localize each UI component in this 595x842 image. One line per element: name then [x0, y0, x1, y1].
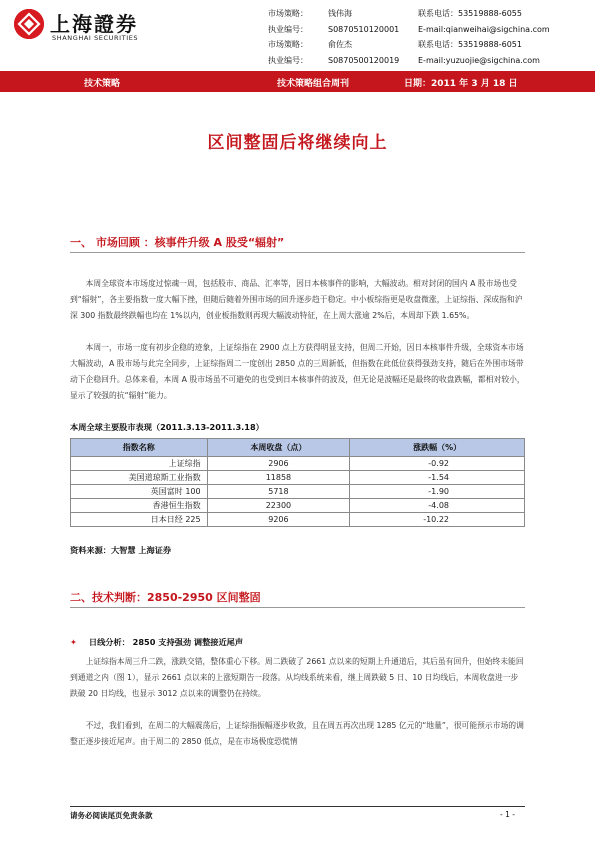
contact-info: 联系电话：53519888-6055 [418, 9, 522, 18]
index-close: 9206 [207, 513, 350, 527]
company-logo-icon [14, 9, 44, 39]
table-row [71, 513, 525, 527]
table-row [71, 457, 525, 471]
index-name: 上证综指 [71, 457, 208, 471]
column-header: 涨跌幅（%） [350, 439, 525, 457]
body-paragraph: 不过，我们看到，在周二的大幅震荡后，上证综指振幅逐步收敛，且在周五再次出现 1285 亿元的“地量”，很可能预示市场的调整正逐步接近尾声。由于周二的 2850 低点，是在市场极度恐慌情 [70, 721, 524, 746]
table-row [71, 471, 525, 485]
contact-role: 执业编号： [268, 24, 308, 34]
table-row [71, 499, 525, 513]
contact-role: 市场策略： [268, 40, 308, 49]
index-change: -1.54 [350, 471, 525, 485]
index-change: -4.08 [350, 499, 525, 513]
index-change: -1.90 [350, 485, 525, 499]
report-category: 技术策略 [84, 79, 121, 89]
table-caption: 本周全球主要股市表现（2011.3.13-2011.3.18） [70, 422, 264, 432]
index-name: 英国富时 100 [71, 485, 208, 499]
contact-name: 钱伟海 [328, 9, 352, 18]
column-header: 指数名称 [71, 439, 208, 457]
contact-row [268, 53, 578, 69]
body-paragraph: 本周全球资本市场度过惊魂一周，包括股市、商品、汇率等，因日本核事件的影响，大幅波动。相对封闭的国内 A 股市场也受到“辐射”，各主要指数一度大幅下挫，但随后随着外围市场的回升逐步趋于稳定。中小板综指更是收盘微涨，上证综指、深成指和沪深 300 指数最终跌幅也均在 1%以内，创业板指数则再现大幅波动特征，在上周大涨逾 2%后，本周却下跌 1.65%。 [70, 279, 523, 320]
index-name: 日本日经 225 [71, 513, 208, 527]
table-header-row [71, 439, 525, 457]
contact-id: S0870510120001 [328, 24, 400, 34]
section-heading-review: 一、 市场回顾 ：核事件升级 A 股受“辐射” [70, 236, 285, 249]
contact-name: 俞佐杰 [328, 40, 352, 49]
index-name: 美国道琼斯工业指数 [71, 471, 208, 485]
section-divider [70, 607, 525, 608]
disclaimer-note: 请务必阅读尾页免责条款 [70, 811, 153, 820]
contact-role: 市场策略： [268, 9, 308, 18]
contact-id: S0870500120019 [328, 55, 400, 65]
report-header-bar [0, 71, 595, 92]
contact-row [268, 22, 578, 38]
footer-divider [70, 806, 525, 807]
bullet-icon: ✦ [70, 637, 77, 647]
report-type: 技术策略组合周刊 [277, 79, 350, 89]
global-markets-table [70, 438, 525, 527]
contact-row [268, 6, 578, 22]
analyst-contacts [268, 6, 578, 68]
index-change: -10.22 [350, 513, 525, 527]
contact-row [268, 37, 578, 53]
contact-role: 执业编号： [268, 55, 308, 65]
report-title: 区间整固后将继续向上 [207, 133, 388, 153]
index-change: -0.92 [350, 457, 525, 471]
contact-info: 联系电话：53519888-6051 [418, 40, 522, 49]
index-close: 11858 [207, 471, 350, 485]
section-heading-technical: 二、技术判断：2850-2950 区间整固 [70, 591, 261, 604]
page-number: - 1 - [500, 810, 515, 819]
report-date: 日期：2011 年 3 月 18 日 [404, 79, 518, 89]
brand-name-en: SHANGHAI SECURITIES [52, 34, 139, 42]
brand-name-cn: 上海證券 [50, 12, 138, 36]
contact-email[interactable]: E-mail:yuzuojie@sigchina.com [418, 55, 540, 65]
contact-email[interactable]: E-mail:qianweihai@sigchina.com [418, 24, 550, 34]
section-divider [70, 252, 525, 253]
body-paragraph: 本周一，市场一度有初步企稳的迹象，上证综指在 2900 点上方获得明显支持，但周二开始，因日本核事件升级，全球资本市场大幅波动，A 股市场与此完全同步，上证综指周二一度创出 2850 点的三周新低，但指数在此低位获得强劲支持，随后在外围市场带动下企稳回升。总体来看，本周 A 股市场虽不可避免的也受到日本核事件的波及，但无论是波幅还是最终的收盘跌幅，都相对较小，显示了较强的抗“辐射”能力。 [70, 343, 525, 400]
index-name: 香港恒生指数 [71, 499, 208, 513]
column-header: 本周收盘（点） [207, 439, 350, 457]
index-close: 2906 [207, 457, 350, 471]
body-paragraph: 上证综指本周三升二跌，涨跌交错，整体重心下移。周二跌破了 2661 点以来的短期上升通道后，其后虽有回升，但始终未能回到通道之内（图 1），显示 2661 点以来的上涨短期告一段落。从均线系统来看，继上周跌破 5 日、10 日均线后，本周收盘进一步跌破 20 日均线，也显示 3012 点以来的调整仍在持续。 [70, 657, 524, 698]
subsection-title: 日线分析： 2850 支持强劲 调整接近尾声 [88, 637, 244, 647]
data-source: 资料来源：大智慧 上海证券 [70, 545, 172, 555]
index-close: 22300 [207, 499, 350, 513]
subsection-heading [70, 637, 243, 648]
index-close: 5718 [207, 485, 350, 499]
table-row [71, 485, 525, 499]
